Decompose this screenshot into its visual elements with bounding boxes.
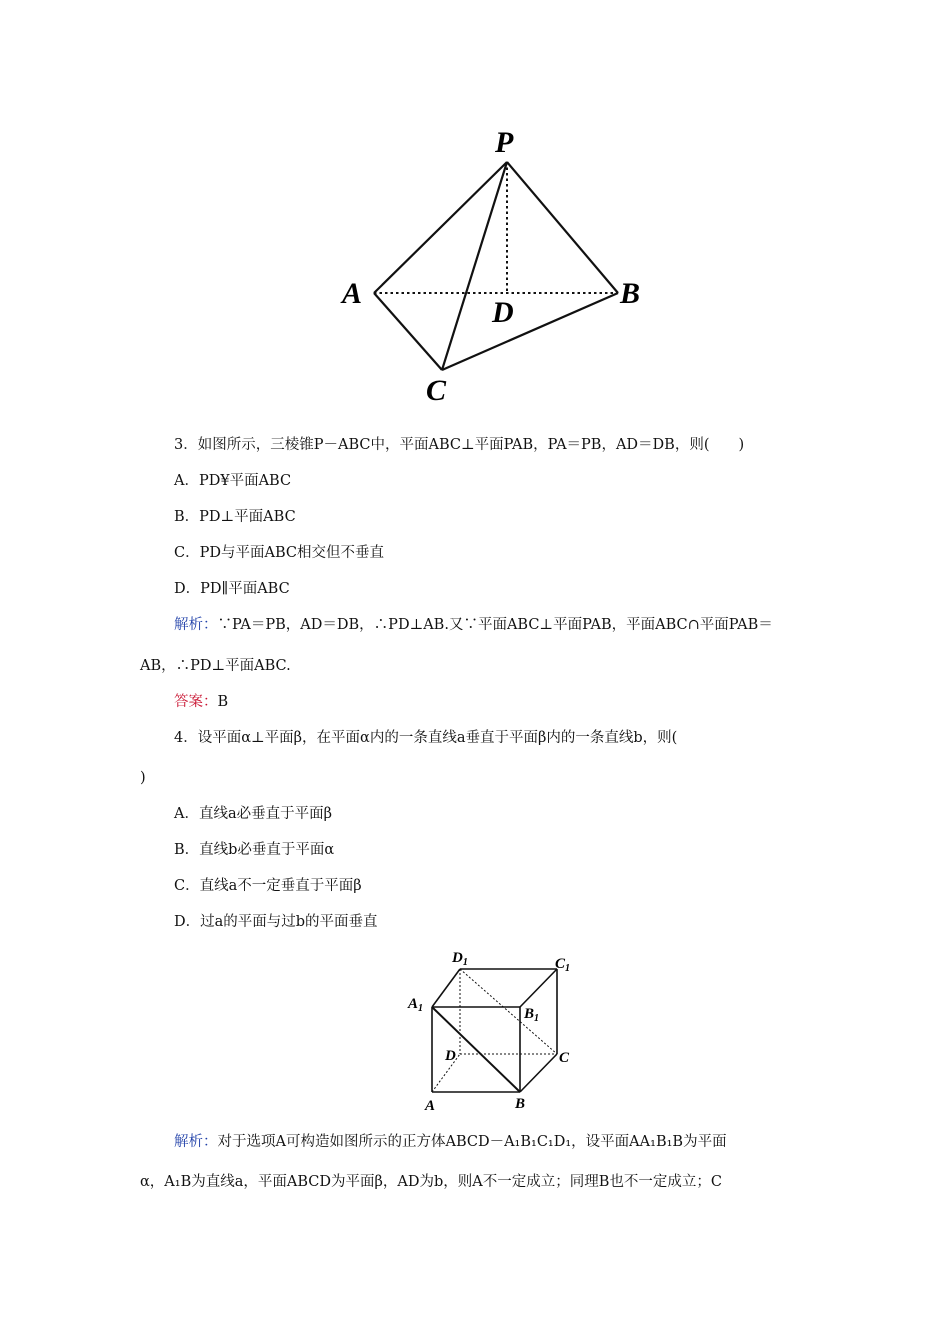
- label-B: B: [620, 277, 641, 310]
- q4-analysis-text1: 对于选项A可构造如图所示的正方体ABCD－A₁B₁C₁D₁，设平面AA₁B₁B为平面: [217, 1134, 727, 1150]
- label-D1: $D_1$: [452, 950, 468, 968]
- label-B: B: [515, 1096, 526, 1112]
- edge-BC: [442, 293, 618, 370]
- label-D: D: [492, 296, 514, 329]
- q4-stem-line2: ): [140, 770, 146, 786]
- q3-analysis-line1: [174, 615, 773, 635]
- label-A: A: [425, 1098, 436, 1114]
- q4-option-a: A．直线a必垂直于平面β: [174, 806, 332, 822]
- q3-answer: [174, 692, 228, 712]
- label-C1: $C_1$: [555, 956, 571, 974]
- q3-answer-value: B: [217, 694, 229, 710]
- q4-analysis-line2: α，A₁B为直线a，平面ABCD为平面β，AD为b，则A不一定成立；同理B也不一定成立；C: [140, 1174, 722, 1190]
- q3-option-b: B．PD⊥平面ABC: [174, 509, 296, 525]
- q4-analysis-label: 解析：: [174, 1134, 218, 1150]
- edge-A1D1: [432, 969, 460, 1007]
- edge-AC: [374, 293, 442, 370]
- label-C: C: [559, 1050, 570, 1066]
- q4-analysis-line1: [174, 1132, 727, 1152]
- q3-option-c: C．PD与平面ABC相交但不垂直: [174, 545, 384, 561]
- edge-B1C1: [520, 969, 557, 1007]
- q4-stem-line1: 4．设平面α⊥平面β，在平面α内的一条直线a垂直于平面β内的一条直线b，则(: [174, 730, 678, 746]
- label-P: P: [495, 126, 514, 159]
- q3-stem: 3．如图所示，三棱锥P－ABC中，平面ABC⊥平面PAB，PA＝PB，AD＝DB，则( ): [174, 437, 745, 453]
- cube-figure: [400, 942, 590, 1117]
- edge-D1C-dashed: [460, 969, 557, 1054]
- q3-option-a: A．PD¥平面ABC: [174, 473, 292, 489]
- label-A1: $A_1$: [408, 996, 424, 1014]
- q3-answer-label: 答案：: [174, 694, 218, 710]
- q3-analysis-line2: AB，∴PD⊥平面ABC.: [140, 658, 291, 674]
- q4-option-d: D．过a的平面与过b的平面垂直: [174, 914, 378, 930]
- q4-option-b: B．直线b必垂直于平面α: [174, 842, 335, 858]
- edge-PB: [507, 162, 618, 293]
- label-C: C: [426, 374, 447, 407]
- pyramid-figure: [330, 120, 670, 410]
- q4-option-c: C．直线a不一定垂直于平面β: [174, 878, 362, 894]
- edge-BC: [520, 1054, 557, 1092]
- label-B1: $B_1$: [524, 1006, 540, 1024]
- label-A: A: [342, 277, 363, 310]
- q3-analysis-text1: ∵PA＝PB，AD＝DB，∴PD⊥AB.又∵平面ABC⊥平面PAB，平面ABC∩平面PAB＝: [217, 617, 773, 633]
- q3-option-d: D．PD∥平面ABC: [174, 581, 290, 597]
- q3-analysis-label: 解析：: [174, 617, 218, 633]
- label-D: D: [445, 1048, 456, 1064]
